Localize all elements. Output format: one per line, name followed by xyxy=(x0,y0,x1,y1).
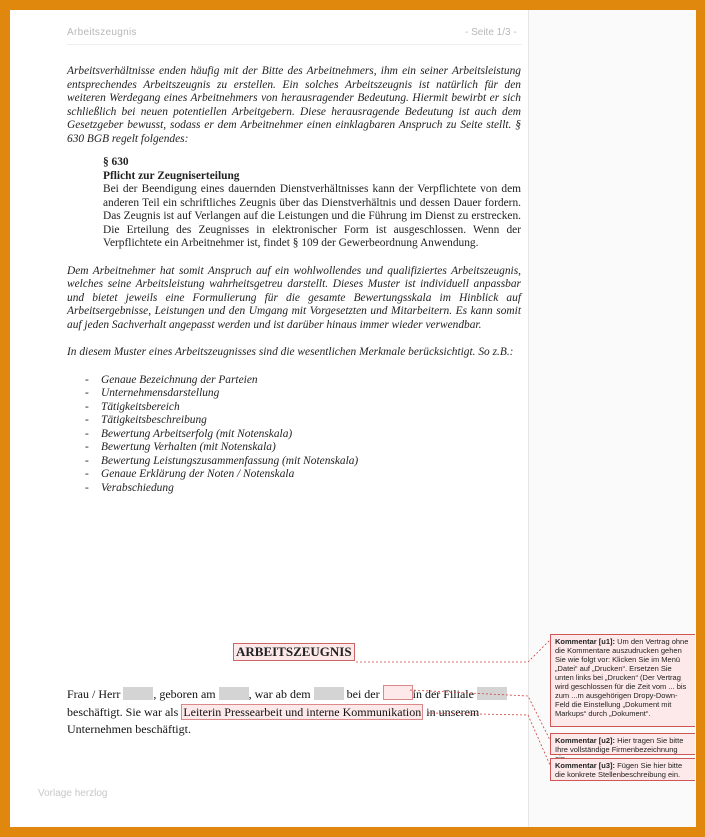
law-text: Bei der Beendigung eines dauernden Dienstverhältnisses kann der Verpflichtete von dem anderen Teil ein schriftliches Zeugnis über das Dienstverhältnis und dessen Dauer fordern. Das Zeugnis ist auf Verlangen auf die Leistungen und die Führung im Dienst zu erstrecken. Die Erteilung des Zeugnisses in elektronischer Form ist ausgeschlossen. Wenn der Verpflichtete ein Arbeitnehmer ist, findet § 109 der Gewerbeordnung Anwendung. xyxy=(103,183,521,249)
paragraph-2: Dem Arbeitnehmer hat somit Anspruch auf ein wohlwollendes und qualifiziertes Arbeitszeugnis, welches seine Arbeitsleistung wahrheitsgetreu darstellt. Dieses Muster ist individuell anpassbar und bietet jeweils eine Formulierung für die gesamte Bewertungsskala im Hinblick auf Arbeitsergebnisse, Leistungen und den Umgang mit Vorgesetzten und Mitarbeitern. Es kann somit auf jeden Sachverhalt angepasst werden und ist darüber hinaus immer wieder verwendbar. xyxy=(67,264,521,331)
comment-label: Kommentar [u2]: xyxy=(555,736,616,745)
list-item: - Bewertung Leistungszusammenfassung (mit Notenskala) xyxy=(85,455,521,469)
comment-label: Kommentar [u1]: xyxy=(555,637,616,646)
cert-text: in unserem Unternehmen beschäftigt. xyxy=(67,704,480,736)
cert-text: , war ab dem xyxy=(248,687,311,701)
comment-u2[interactable] xyxy=(550,733,695,755)
comment-u1[interactable] xyxy=(550,634,695,727)
role-field[interactable]: Leiterin Pressearbeit und interne Kommunikation xyxy=(183,704,422,719)
list-item: - Genaue Erklärung der Noten / Notenskala xyxy=(85,468,521,482)
header-title: Arbeitszeugnis xyxy=(67,27,137,38)
cert-text: bei der xyxy=(346,687,380,701)
law-heading: Pflicht zur Zeugniserteilung xyxy=(103,169,240,182)
document-page xyxy=(10,10,695,827)
cert-text: beschäftigt. Sie war als xyxy=(67,704,179,719)
law-section: § 630 xyxy=(103,156,129,168)
comment-u3[interactable] xyxy=(550,758,695,781)
paragraph-3: In diesem Muster eines Arbeitszeugnisses sind die wesentlichen Merkmale berücksichtigt. So z.B.: xyxy=(67,346,514,358)
intro-paragraph: Arbeitsverhältnisse enden häufig mit der Bitte des Arbeitnehmers, ihm ein seiner Arbeitsleistung entsprechendes Arbeitszeugnis zu erstellen. Ein solches Arbeitszeugnis ist natürlich für den weiteren Werdegang eines Arbeitnehmers von herausragender Bedeutung. Hiermit bewirbt er sich schließlich bei neuen potentiellen Arbeitgebern. Diese herausragende Bedeutung ist auch dem Gesetzgeber bewusst, sodass er dem Arbeitnehmer einen einklagbaren Anspruch zu Seite stellt. § 630 BGB regelt folgendes: xyxy=(67,65,521,145)
comment-text: Fügen Sie hier bitte die konkrete Stellenbeschreibung ein. xyxy=(555,761,683,779)
comment-text: Hier tragen Sie bitte Ihre vollständige Firmenbezeichnung xyxy=(555,736,684,754)
cert-text: , geboren am xyxy=(153,687,216,701)
header-page-number: - Seite 1/3 - xyxy=(465,27,517,38)
list-item: - Bewertung Verhalten (mit Notenskala) xyxy=(85,441,521,455)
cert-text: Frau / Herr xyxy=(67,687,121,701)
comment-label: Kommentar [u3]: xyxy=(555,761,616,770)
list-item: - Verabschiedung xyxy=(85,482,521,496)
list-item: - Bewertung Arbeitserfolg (mit Notenskala) xyxy=(85,428,521,442)
list-item: - Genaue Bezeichnung der Parteien xyxy=(85,374,521,388)
comment-text: Um den Vertrag ohne die Kommentare auszudrucken gehen Sie wie folgt vor: Klicken Sie im Menü „Datei“ auf „Drucken“. Ersetzen Sie unten links bei „Drucken“ (Der Vertrag wird geschlossen für die Zeit vom ... bis zum ...m ausgehörigen Dropy-Down-Feld die Einstellung „Dokument mit Markups“ durch „Dokument“. xyxy=(555,637,689,718)
footer-watermark: Vorlage herzlog xyxy=(38,788,108,799)
list-item: - Unternehmensdarstellung xyxy=(85,387,521,401)
list-item: - Tätigkeitsbereich xyxy=(85,401,521,415)
certificate-title[interactable]: ARBEITSZEUGNIS xyxy=(233,643,355,661)
list-item: - Tätigkeitsbeschreibung xyxy=(85,414,521,428)
cert-text: in der Filiale xyxy=(412,687,474,701)
